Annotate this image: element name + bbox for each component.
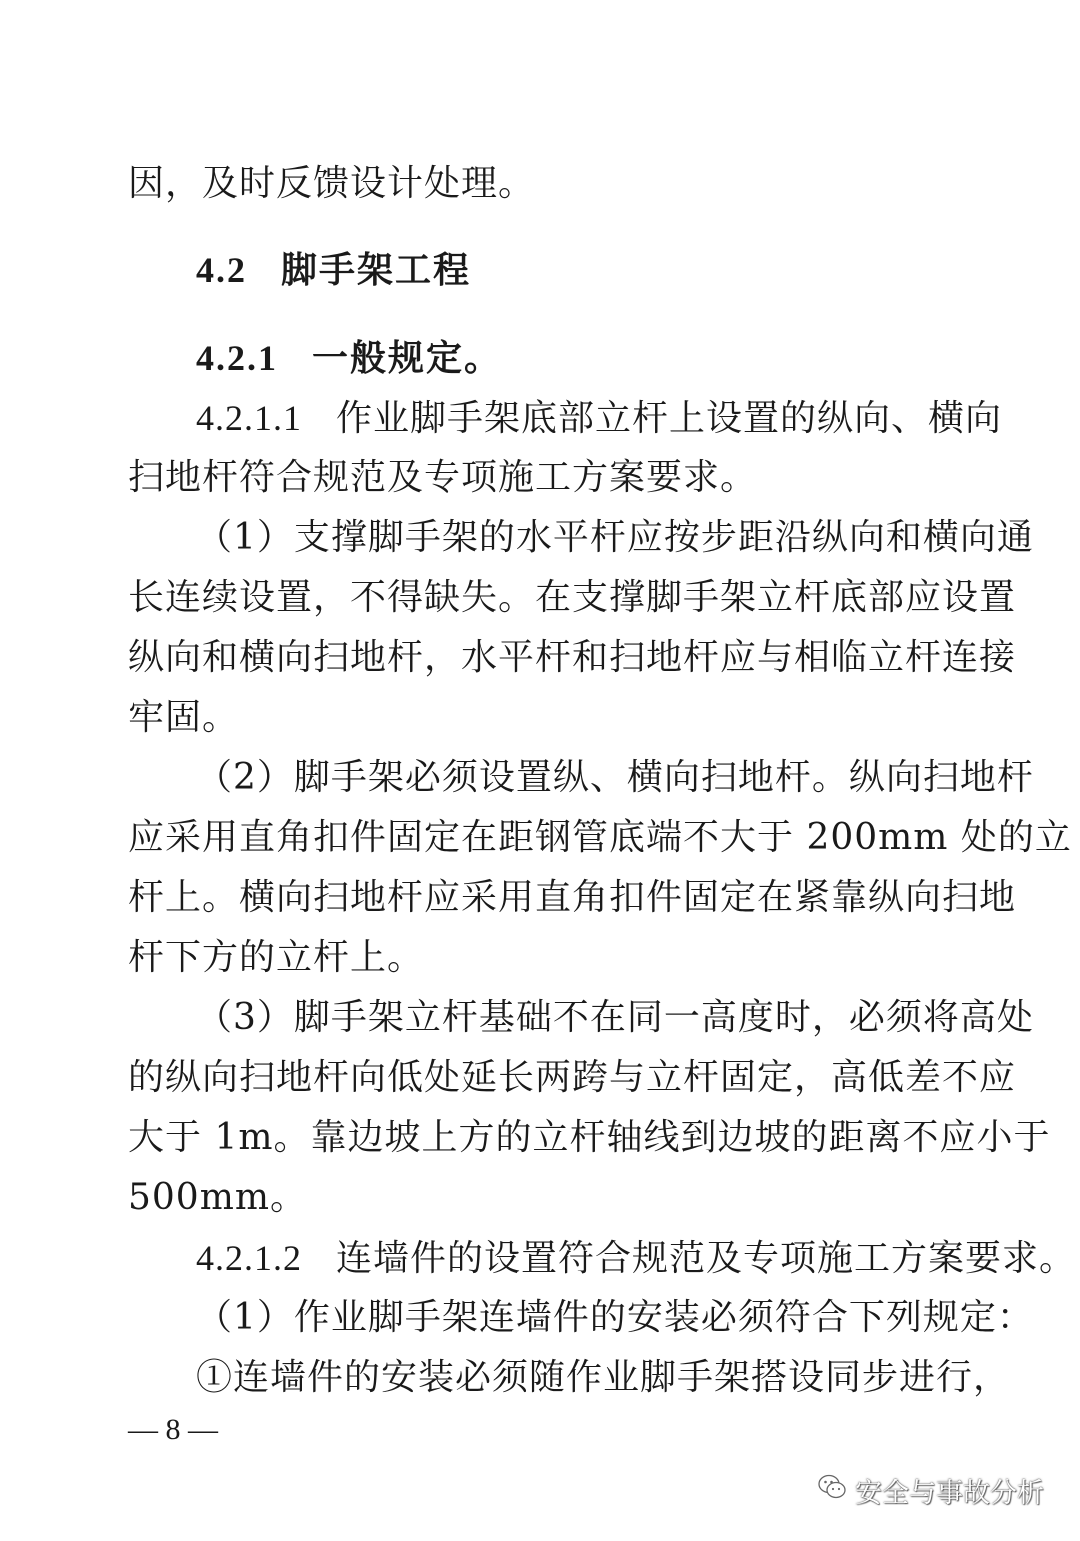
paragraph-line: （2）脚手架必须设置纵、横向扫地杆。纵向扫地杆 [196, 757, 1034, 798]
paragraph-line: 杆上。横向扫地杆应采用直角扣件固定在紧靠纵向扫地 [128, 877, 1017, 918]
paragraph-line: （1）作业脚手架连墙件的安装必须符合下列规定： [196, 1297, 1034, 1338]
paragraph-line: 500mm。 [128, 1177, 307, 1218]
clause-text: 作业脚手架底部立杆上设置的纵向、横向 [336, 398, 1003, 439]
wechat-icon [817, 1472, 847, 1509]
paragraph-line: 杆下方的立杆上。 [128, 937, 425, 978]
section-title: 脚手架工程 [281, 250, 472, 291]
paragraph-line: 牢固。 [128, 697, 240, 738]
clause-number: 4.2.1.2 [196, 1238, 302, 1278]
paragraph-line: 纵向和横向扫地杆，水平杆和扫地杆应与相临立杆连接 [128, 637, 1017, 678]
watermark [817, 1470, 1044, 1510]
section-title: 一般规定。 [312, 338, 503, 379]
page-number: — 8 — [128, 1413, 218, 1446]
paragraph-line: 长连续设置，不得缺失。在支撑脚手架立杆底部应设置 [128, 577, 1017, 618]
clause-4-2-1-2-line [196, 1230, 1076, 1286]
clause-number: 4.2.1.1 [196, 398, 302, 438]
section-heading-4-2-1 [196, 330, 502, 386]
clause-4-2-1-1-first-line [196, 390, 1003, 446]
paragraph-line: ①连墙件的安装必须随作业脚手架搭设同步进行， [196, 1357, 1011, 1398]
watermark-text: 安全与事故分析 [855, 1477, 1044, 1509]
paragraph-line: 扫地杆符合规范及专项施工方案要求。 [128, 457, 758, 498]
paragraph-line: 应采用直角扣件固定在距钢管底端不大于 200mm 处的立 [128, 817, 1072, 858]
paragraph-line: （1）支撑脚手架的水平杆应按步距沿纵向和横向通 [196, 517, 1034, 558]
section-number: 4.2 [196, 250, 247, 290]
paragraph-line: （3）脚手架立杆基础不在同一高度时，必须将高处 [196, 997, 1034, 1038]
paragraph-line: 的纵向扫地杆向低处延长两跨与立杆固定，高低差不应 [128, 1057, 1017, 1098]
clause-text: 连墙件的设置符合规范及专项施工方案要求。 [336, 1238, 1077, 1279]
section-heading-4-2 [196, 242, 471, 298]
section-number: 4.2.1 [196, 338, 278, 378]
paragraph-line: 因，及时反馈设计处理。 [128, 163, 536, 204]
paragraph-line: 大于 1m。靠边坡上方的立杆轴线到边坡的距离不应小于 [128, 1117, 1051, 1158]
